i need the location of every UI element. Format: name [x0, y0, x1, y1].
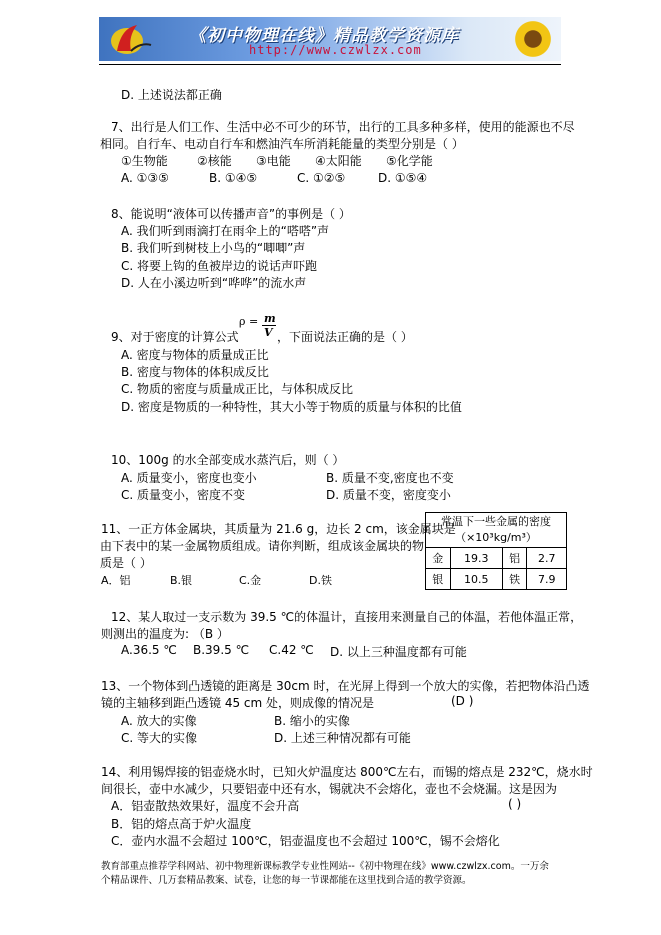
- site-title: 《初中物理在线》精品教学资源库: [189, 26, 459, 46]
- q7-stem-line1: 7、出行是人们工作、生活中必不可少的环节，出行的工具多种多样，使用的能源也不尽: [111, 120, 575, 134]
- q7-option-a: A. ①③⑤: [121, 171, 169, 185]
- table-row: [426, 569, 567, 590]
- table-cell: 19.3: [450, 548, 502, 569]
- sunflower-icon: [513, 19, 553, 59]
- density-table-unit: （×10³kg/m³）: [455, 531, 537, 544]
- table-cell: 7.9: [527, 569, 567, 590]
- q8-option-b: B. 我们听到树枝上小鸟的“唧唧”声: [121, 241, 306, 255]
- q7-source-4: ④太阳能: [315, 154, 362, 168]
- q9-formula-denominator: V: [264, 326, 273, 339]
- q9-option-a: A. 密度与物体的质量成正比: [121, 348, 269, 362]
- table-cell: 2.7: [527, 548, 567, 569]
- q10-option-d: D. 质量不变，密度变小: [326, 488, 451, 502]
- q7-option-b: B. ①④⑤: [209, 171, 258, 185]
- q9-formula-rho: ρ =: [239, 315, 259, 328]
- q11-option-d: D.铁: [309, 574, 332, 587]
- q14-option-c: C．壶内水温不会超过 100℃，铝壶温度也不会超过 100℃，锡不会熔化: [111, 834, 500, 848]
- q13-option-a: A. 放大的实像: [121, 714, 197, 728]
- q13-option-c: C. 等大的实像: [121, 731, 198, 745]
- q14-stem-line1: 14、利用锡焊接的铝壶烧水时，已知火炉温度达 800℃左右，而锡的熔点是 232℃，烧水时: [101, 765, 593, 779]
- q8-stem: 8、能说明“液体可以传播声音”的事例是（ ）: [111, 207, 351, 221]
- q14-stem-line2: 间很长，壶中水减少，只要铝壶中还有水，锡就决不会熔化，壶也不会烧漏。这是因为: [101, 782, 558, 796]
- q8-option-a: A. 我们听到雨滴打在雨伞上的“嗒嗒”声: [121, 224, 330, 238]
- q12-option-a: A.36.5 ℃: [121, 643, 177, 657]
- q12-option-c: C.42 ℃: [269, 643, 314, 657]
- q9-stem-post: ，下面说法正确的是（ ）: [277, 330, 413, 344]
- q7-source-1: ①生物能: [121, 154, 168, 168]
- q13-option-b: B. 缩小的实像: [274, 714, 350, 728]
- page-footer: [101, 860, 549, 888]
- q14-answer-blank: ( ): [508, 797, 522, 811]
- header-rule: [99, 64, 561, 65]
- site-logo: [107, 21, 153, 57]
- q6-option-d: D. 上述说法都正确: [121, 88, 222, 102]
- q11-option-a: A．铝: [101, 574, 131, 587]
- q12-option-d: D. 以上三种温度都有可能: [330, 645, 467, 659]
- q7-option-d: D. ①⑤④: [378, 171, 428, 185]
- q9-stem-pre: 9、对于密度的计算公式: [111, 330, 239, 344]
- footer-line1: 教育部重点推荐学科网站、初中物理新课标教学专业性网站--《初中物理在线》www.czwlzx.com。一万余: [101, 861, 549, 872]
- table-cell: 铁: [502, 569, 527, 590]
- q13-stem-line1: 13、一个物体到凸透镜的距离是 30cm 时，在光屏上得到一个放大的实像，若把物体沿凸透: [101, 679, 590, 693]
- footer-line2: 个精品课件、几万套精品教案、试卷，让您的每一节课都能在这里找到合适的教学资源。: [101, 875, 472, 886]
- q10-stem: 10、100g 的水全部变成水蒸汽后，则（ ）: [111, 453, 345, 467]
- q12-stem-line2: 则测出的温度为: （B ）: [101, 627, 229, 641]
- q11-stem-line1: 11、一正方体金属块，其质量为 21.6 g，边长 2 cm，该金属块是: [101, 522, 456, 536]
- q7-stem-line2: 相同。自行车、电动自行车和燃油汽车所消耗能量的类型分别是（ ）: [100, 137, 464, 151]
- q11-option-b: B.银: [170, 574, 193, 587]
- site-url[interactable]: http://www.czwlzx.com: [249, 43, 422, 57]
- q11-option-c: C.金: [239, 574, 262, 587]
- q14-option-a: A．铝壶散热效果好，温度不会升高: [111, 799, 300, 813]
- q8-option-c: C. 将要上钩的鱼被岸边的说话声吓跑: [121, 259, 318, 273]
- q11-stem-line2: 由下表中的某一金属物质组成。请你判断，组成该金属块的物: [100, 539, 425, 553]
- q7-option-c: C. ①②⑤: [297, 171, 346, 185]
- density-table-header: [426, 513, 567, 548]
- q7-source-5: ⑤化学能: [386, 154, 433, 168]
- q10-option-c: C. 质量变小，密度不变: [121, 488, 246, 502]
- q12-stem-line1: 12、某人取过一支示数为 39.5 ℃的体温计，直接用来测量自己的体温，若他体温正常，: [111, 610, 583, 624]
- q7-source-2: ②核能: [197, 154, 232, 168]
- q9-formula-numerator: m: [264, 312, 276, 325]
- q12-option-b: B.39.5 ℃: [193, 643, 250, 657]
- q9-option-c: C. 物质的密度与质量成正比，与体积成反比: [121, 382, 354, 396]
- q14-option-b: B．铝的熔点高于炉火温度: [111, 817, 252, 831]
- density-table-title: 常温下一些金属的密度: [441, 515, 551, 528]
- table-row: [426, 548, 567, 569]
- table-cell: 铝: [502, 548, 527, 569]
- q10-option-b: B. 质量不变,密度也不变: [326, 471, 454, 485]
- q9-option-d: D. 密度是物质的一种特性，其大小等于物质的质量与体积的比值: [121, 400, 462, 414]
- header-banner: [99, 17, 561, 61]
- q13-option-d: D. 上述三种情况都有可能: [274, 731, 411, 745]
- table-cell: 10.5: [450, 569, 502, 590]
- table-cell: 金: [426, 548, 451, 569]
- q10-option-a: A. 质量变小，密度也变小: [121, 471, 257, 485]
- metal-density-table: [425, 512, 567, 590]
- q7-source-3: ③电能: [256, 154, 291, 168]
- q9-option-b: B. 密度与物体的体积成反比: [121, 365, 269, 379]
- table-cell: 银: [426, 569, 451, 590]
- q13-stem-line2: 镜的主轴移到距凸透镜 45 cm 处，则成像的情况是: [101, 696, 375, 710]
- q13-answer: (D ): [451, 694, 474, 708]
- q11-stem-line3: 质是（ ）: [100, 556, 152, 570]
- q8-option-d: D. 人在小溪边听到“哗哗”的流水声: [121, 276, 307, 290]
